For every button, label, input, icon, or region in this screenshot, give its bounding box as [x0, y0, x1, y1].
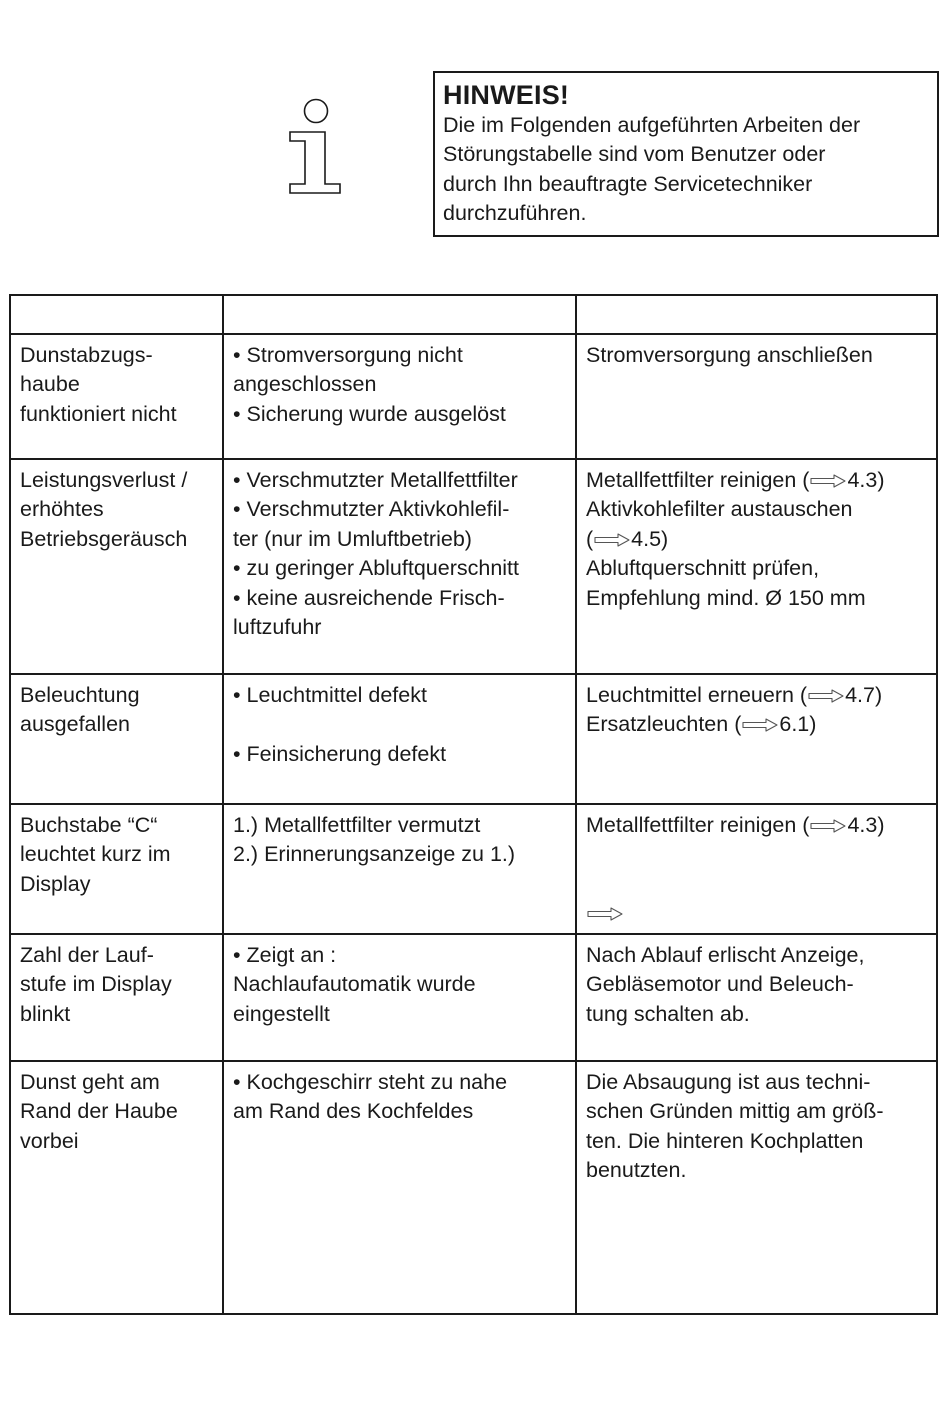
remedy-line	[586, 681, 927, 710]
problem-cell	[10, 674, 223, 804]
table-row	[10, 459, 937, 674]
reference-arrow-icon	[810, 819, 846, 833]
problem-line: stufe im Display	[20, 972, 172, 997]
remedy-cell	[576, 334, 937, 459]
problem-line: vorbei	[20, 1128, 79, 1153]
reference-arrow-icon	[808, 689, 844, 703]
remedy-text: Metallfettfilter reinigen (	[586, 813, 810, 837]
cause-cell	[223, 1061, 576, 1314]
remedy-line	[586, 1000, 927, 1029]
problem-line: Dunstabzugs-	[20, 343, 153, 367]
cause-line: • Leuchtmittel defekt	[233, 683, 427, 707]
cause-line: • Feinsicherung defekt	[233, 741, 447, 766]
notice-text	[443, 111, 929, 229]
cause-line: • keine ausreichende Frisch-	[233, 585, 505, 610]
problem-line: Betriebsgeräusch	[20, 526, 188, 551]
remedy-reference: 4.3)	[847, 813, 885, 837]
remedy-line	[586, 710, 927, 739]
problem-line: Zahl der Lauf-	[20, 943, 154, 967]
troubleshooting-table	[9, 294, 938, 1315]
table-row	[10, 1061, 937, 1314]
remedy-reference: 4.7)	[845, 683, 883, 707]
remedy-text: Ersatzleuchten (	[586, 712, 742, 737]
notice-box	[433, 71, 939, 237]
notice-line: durchzuführen.	[443, 201, 587, 226]
cause-cell	[223, 674, 576, 804]
remedy-cell	[576, 804, 937, 934]
remedy-text: ten. Die hinteren Kochplatten	[586, 1128, 864, 1153]
cause-line: • Stromversorgung nicht	[233, 343, 463, 367]
cause-line: ter (nur im Umluftbetrieb)	[233, 526, 472, 551]
cause-line: • Sicherung wurde ausgelöst	[233, 401, 506, 426]
remedy-text: schen Gründen mittig am größ-	[586, 1099, 884, 1124]
notice-line: Die im Folgenden aufgeführten Arbeiten der	[443, 113, 861, 137]
remedy-text: benutzten.	[586, 1158, 687, 1183]
remedy-text: Die Absaugung ist aus techni-	[586, 1070, 871, 1094]
notice-line: durch Ihn beauftragte Servicetechniker	[443, 171, 813, 196]
problem-line: erhöhtes	[20, 497, 104, 522]
remedy-cell	[576, 674, 937, 804]
cause-line: • Kochgeschirr steht zu nahe	[233, 1070, 508, 1094]
remedy-reference: 4.5)	[631, 526, 669, 551]
remedy-line	[586, 811, 927, 840]
cause-line: am Rand des Kochfeldes	[233, 1099, 474, 1124]
cause-cell	[223, 804, 576, 934]
table-row	[10, 334, 937, 459]
problem-cell	[10, 934, 223, 1061]
table-row	[10, 804, 937, 934]
cause-line: 1.) Metallfettfilter vermutzt	[233, 813, 481, 837]
remedy-line	[586, 554, 927, 583]
remedy-reference: 6.1)	[779, 712, 817, 737]
problem-line: Display	[20, 871, 91, 896]
info-icon	[286, 96, 346, 198]
table-body	[10, 295, 937, 1314]
table-row	[10, 674, 937, 804]
problem-line: Buchstabe “C“	[20, 813, 158, 837]
cause-line: • Verschmutzter Aktivkohlefil-	[233, 497, 510, 522]
reference-arrow-icon	[594, 533, 630, 547]
remedy-cell	[576, 1061, 937, 1314]
cause-line: • Verschmutzter Metallfettfilter	[233, 468, 518, 492]
cause-cell	[223, 334, 576, 459]
cause-line: • zu geringer Abluftquerschnitt	[233, 556, 519, 581]
reference-arrow-icon	[810, 474, 846, 488]
remedy-text: Abluftquerschnitt prüfen,	[586, 556, 820, 581]
remedy-line	[586, 584, 927, 613]
problem-cell	[10, 1061, 223, 1314]
cause-cell	[223, 934, 576, 1061]
problem-line: Dunst geht am	[20, 1070, 160, 1094]
header-cell-remedy	[576, 295, 937, 334]
problem-cell	[10, 459, 223, 674]
remedy-line	[586, 1097, 927, 1126]
remedy-reference: 4.3)	[847, 468, 885, 492]
remedy-line	[586, 525, 927, 554]
remedy-line	[586, 1156, 927, 1185]
cause-line: • Zeigt an :	[233, 943, 337, 967]
table-row	[10, 934, 937, 1061]
remedy-cell	[576, 459, 937, 674]
remedy-text: Gebläsemotor und Beleuch-	[586, 972, 854, 997]
notice-title: HINWEIS!	[443, 80, 570, 110]
remedy-line	[586, 970, 927, 999]
problem-line: haube	[20, 372, 80, 397]
remedy-line	[586, 1127, 927, 1156]
reference-arrow-icon	[742, 718, 778, 732]
problem-cell	[10, 804, 223, 934]
remedy-line	[586, 840, 927, 869]
table-header-row	[10, 295, 937, 334]
cause-cell	[223, 459, 576, 674]
problem-line: blinkt	[20, 1001, 71, 1026]
cause-line: 2.) Erinnerungsanzeige zu 1.)	[233, 842, 516, 867]
remedy-text: Metallfettfilter reinigen (	[586, 468, 810, 492]
notice-line: Störungstabelle sind vom Benutzer oder	[443, 142, 826, 167]
remedy-text: Nach Ablauf erlischt Anzeige,	[586, 943, 865, 967]
problem-line: leuchtet kurz im	[20, 842, 171, 867]
problem-cell	[10, 334, 223, 459]
problem-line: Beleuchtung	[20, 683, 140, 707]
remedy-line	[586, 341, 927, 370]
remedy-line	[586, 466, 927, 495]
cause-line: Nachlaufautomatik wurde	[233, 972, 476, 997]
remedy-text: Empfehlung mind. Ø 150 mm	[586, 585, 866, 610]
remedy-text: tung schalten ab.	[586, 1001, 750, 1026]
remedy-line	[586, 870, 927, 899]
cause-line: luftzufuhr	[233, 614, 322, 639]
remedy-line	[586, 495, 927, 524]
remedy-text: Aktivkohlefilter austauschen	[586, 497, 853, 522]
remedy-line	[586, 1068, 927, 1097]
header-cell-cause	[223, 295, 576, 334]
remedy-line	[586, 941, 927, 970]
header-cell-problem	[10, 295, 223, 334]
remedy-cell	[576, 934, 937, 1061]
problem-line: Rand der Haube	[20, 1099, 178, 1124]
cause-line: eingestellt	[233, 1001, 330, 1026]
reference-arrow-icon	[587, 907, 623, 921]
problem-line: funktioniert nicht	[20, 401, 177, 426]
cause-line	[233, 710, 566, 739]
remedy-text: Leuchtmittel erneuern (	[586, 683, 808, 707]
remedy-text: Stromversorgung anschließen	[586, 343, 873, 367]
cause-line: angeschlossen	[233, 372, 377, 397]
problem-line: Leistungsverlust /	[20, 468, 188, 492]
remedy-line	[586, 899, 927, 928]
problem-line: ausgefallen	[20, 712, 130, 737]
remedy-text: (	[586, 526, 594, 551]
